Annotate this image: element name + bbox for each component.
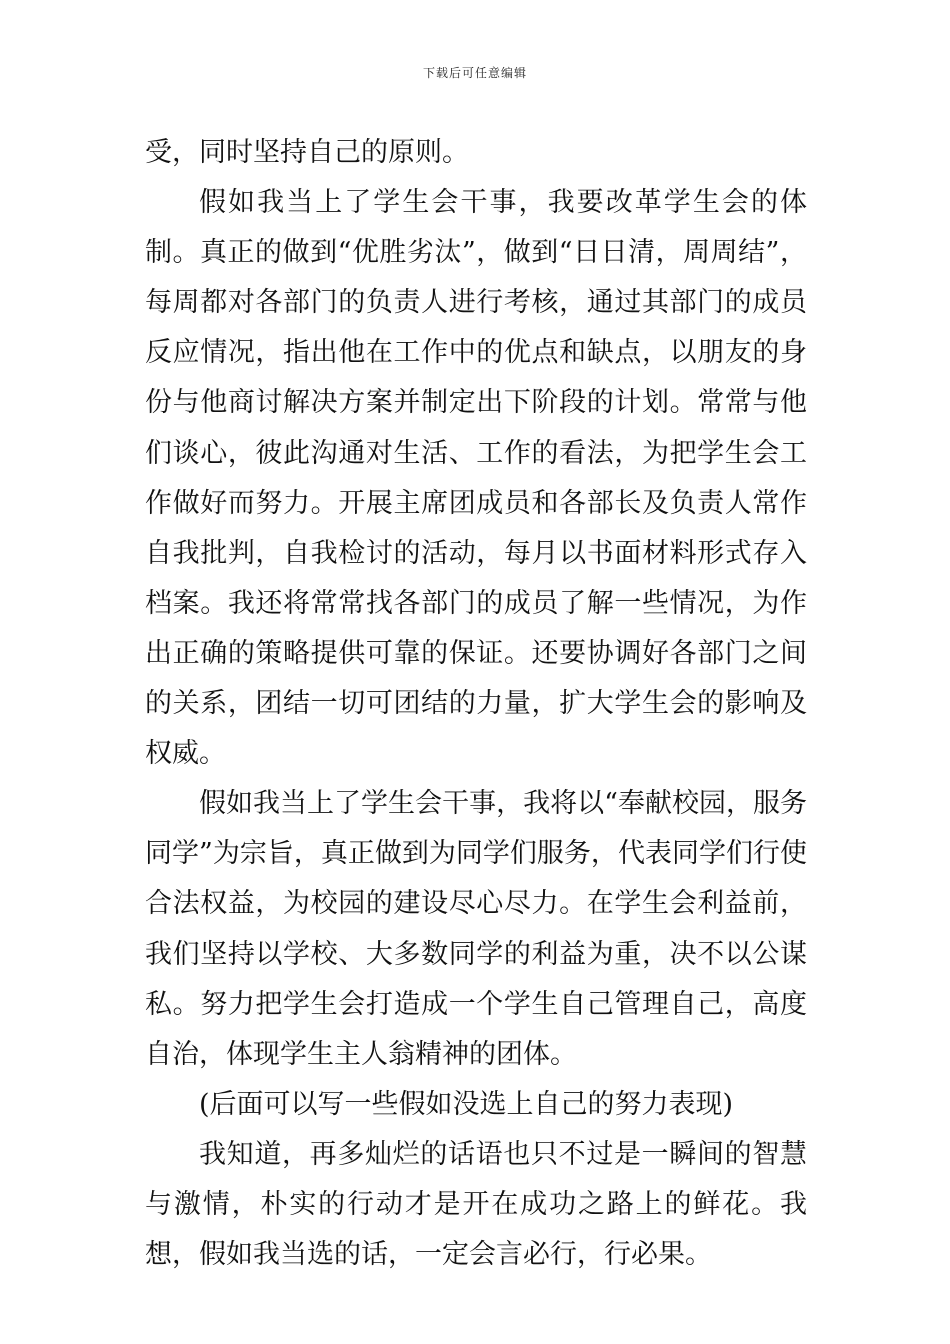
document-body xyxy=(145,128,807,1280)
page-header: 下载后可任意编辑 xyxy=(422,66,527,80)
paragraph-1: 受，同时坚持自己的原则。 xyxy=(145,137,469,168)
paragraph-3: 假如我当上了学生会干事，我将以“奉献校园，服务同学”为宗旨，真正做到为同学们服务，代表同学们行使合法权益，为校园的建设尽心尽力。在学生会利益前，我们坚持以学校、大多数同学的利益为重，决不以公谋私。努力把学生会打造成一个学生自己管理自己，高度自治，体现学生主人翁精神的团体。 xyxy=(145,788,807,1070)
paragraph-5: 我知道，再多灿烂的话语也只不过是一瞬间的智慧与激情，朴实的行动才是开在成功之路上的鲜花。我想，假如我当选的话，一定会言必行，行必果。 xyxy=(145,1138,807,1271)
paragraph-4: (后面可以写一些假如没选上自己的努力表现) xyxy=(199,1088,734,1120)
paragraph-2: 假如我当上了学生会干事，我要改革学生会的体制。真正的做到“优胜劣汰”，做到“日日清，周周结”，每周都对各部门的负责人进行考核，通过其部门的成员反应情况，指出他在工作中的优点和缺点，以朋友的身份与他商讨解决方案并制定出下阶段的计划。常常与他们谈心，彼此沟通对生活、工作的看法，为把学生会工作做好而努力。开展主席团成员和各部长及负责人常作自我批判，自我检讨的活动，每月以书面材料形式存入档案。我还将常常找各部门的成员了解一些情况，为作出正确的策略提供可靠的保证。还要协调好各部门之间的关系，团结一切可团结的力量，扩大学生会的影响及权威。 xyxy=(145,187,807,770)
